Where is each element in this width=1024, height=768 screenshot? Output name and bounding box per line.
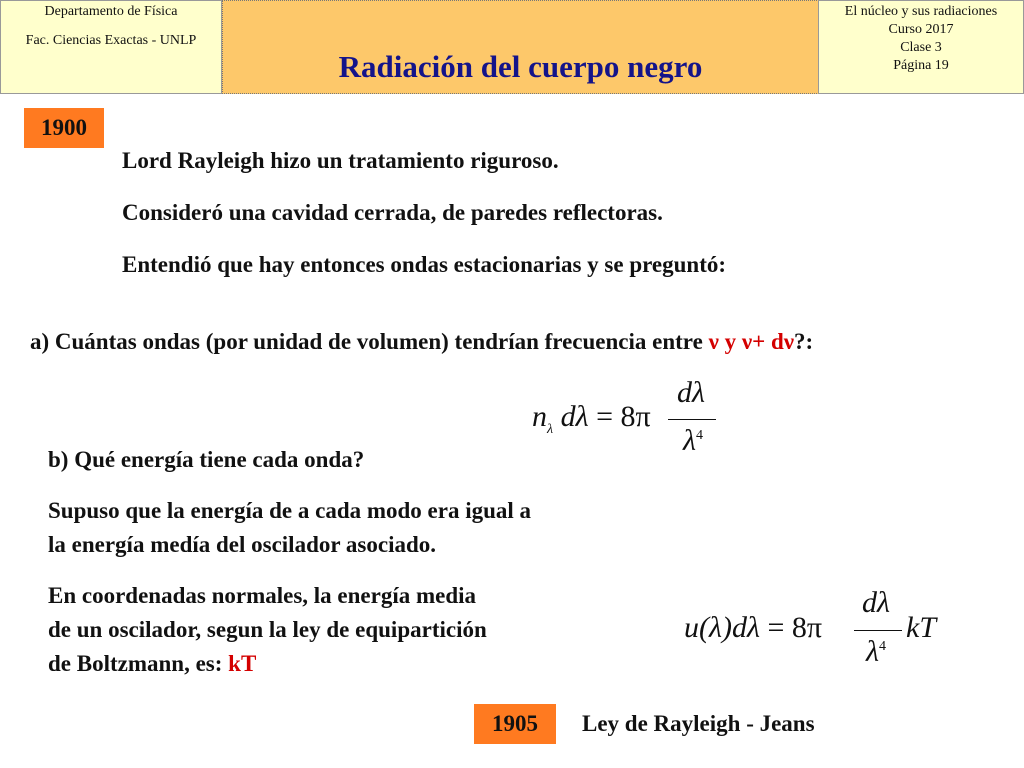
para2-line-1: En coordenadas normales, la energía media [48, 583, 477, 608]
course-year: Curso 2017 [888, 22, 954, 37]
intro-line-3: Entendió que hay entonces ondas estacionarias y se preguntó: [122, 252, 727, 277]
header-left-box [0, 0, 222, 94]
year-badge-1905: 1905 [474, 704, 556, 744]
eq1-lhs: $n_\lambda$ dλ = 8π [532, 400, 651, 437]
department-label: Departamento de Física [44, 4, 178, 19]
class-number: Clase 3 [900, 40, 942, 55]
para2-line-3: de Boltzmann, es: kT [48, 651, 257, 676]
eq1-denominator: $\lambda^4$ [683, 424, 703, 457]
question-b: b) Qué energía tiene cada onda? [48, 447, 365, 472]
course-name: El núcleo y sus radiaciones [844, 4, 998, 19]
kt-highlight: kT [228, 651, 257, 676]
intro-line-2: Consideró una cavidad cerrada, de paredes reflectoras. [122, 200, 663, 225]
title-box [222, 0, 819, 94]
eq2-lhs: u(λ)dλ = 8π [684, 611, 823, 644]
eq1-numerator: dλ [677, 376, 705, 409]
slide-title: Radiación del cuerpo negro [338, 49, 703, 84]
question-a [30, 328, 813, 356]
eq2-tail: kT [906, 611, 936, 644]
para1-line-1: Supuso que la energía de a cada modo era igual a [48, 498, 532, 523]
page-number: Página 19 [893, 58, 949, 73]
para2-line-2: de un oscilador, segun la ley de equipartición [48, 617, 487, 642]
year-badge-1900: 1900 [24, 108, 104, 148]
question-a-suffix: ?: [794, 329, 814, 354]
faculty-label: Fac. Ciencias Exactas - UNLP [25, 33, 197, 48]
frequency-range: ν y ν+ dν [708, 329, 795, 354]
intro-line-1: Lord Rayleigh hizo un tratamiento riguroso. [122, 148, 559, 173]
para1-line-2: la energía medía del oscilador asociado. [48, 532, 437, 557]
question-a-text: a) Cuántas ondas (por unidad de volumen) tendrían frecuencia entre [30, 329, 709, 354]
law-name: Ley de Rayleigh - Jeans [582, 711, 815, 736]
eq2-fraction-bar [854, 630, 902, 631]
eq2-numerator: dλ [862, 586, 890, 619]
eq2-denominator: $\lambda^4$ [866, 635, 886, 668]
header-right-box [818, 0, 1024, 94]
eq1-fraction-bar [668, 419, 716, 420]
